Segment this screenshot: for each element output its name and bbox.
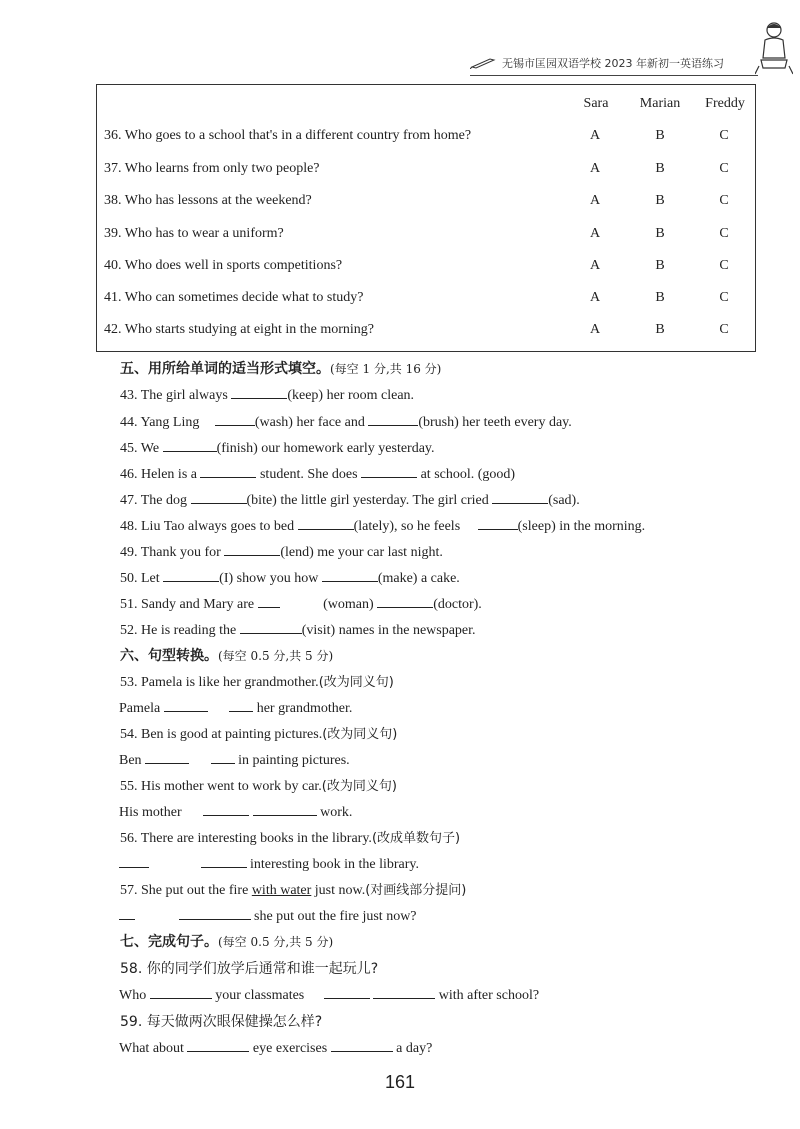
pen-icon [470, 57, 496, 69]
answer-54: Ben in painting pictures. [119, 749, 350, 769]
answer-blank[interactable] [187, 1037, 249, 1052]
answer-blank[interactable] [478, 515, 518, 530]
option-c: C [719, 226, 729, 241]
answer-blank[interactable] [119, 853, 149, 868]
question-44: 44. Yang Ling (wash) her face and (brush) her teeth every day. [120, 411, 572, 431]
question-53: 53. Pamela is like her grandmother.(改为同义句) [120, 675, 394, 690]
option-c: C [719, 258, 729, 273]
answer-blank[interactable] [322, 567, 378, 582]
option-b: B [655, 226, 665, 241]
question-51: 51. Sandy and Mary are (woman) (doctor). [120, 593, 482, 613]
answer-blank[interactable] [298, 515, 354, 530]
question-46: 46. Helen is a student. She does at school. (good) [120, 463, 515, 483]
table-row [104, 290, 754, 312]
section-6-note: (每空 0.5 分,共 5 分) [218, 649, 334, 663]
option-a: A [589, 258, 601, 273]
answer-blank[interactable] [145, 749, 189, 764]
header-title: 无锡市匡园双语学校 2023 年新初一英语练习 [502, 57, 724, 70]
answer-blank[interactable] [373, 984, 435, 999]
column-header-freddy: Freddy [705, 96, 745, 111]
table-row [104, 128, 754, 150]
answer-blank[interactable] [179, 905, 251, 920]
answer-blank[interactable] [368, 411, 418, 426]
section-5-note: (每空 1 分,共 16 分) [330, 362, 442, 376]
answer-56: interesting book in the library. [119, 853, 419, 873]
answer-blank[interactable] [150, 984, 212, 999]
answer-blank[interactable] [361, 463, 417, 478]
answer-blank[interactable] [163, 567, 219, 582]
answer-blank[interactable] [163, 437, 217, 452]
answer-blank[interactable] [215, 411, 255, 426]
answer-57: she put out the fire just now? [119, 905, 417, 925]
answer-blank[interactable] [201, 853, 247, 868]
answer-blank[interactable] [331, 1037, 393, 1052]
section-5-title: 五、用所给单词的适当形式填空。(每空 1 分,共 16 分) [120, 361, 442, 377]
option-b: B [655, 258, 665, 273]
answer-blank[interactable] [253, 801, 317, 816]
option-a: A [589, 322, 601, 337]
column-header-marian: Marian [639, 96, 681, 111]
answer-blank[interactable] [231, 384, 287, 399]
question-59: 59. 每天做两次眼保健操怎么样? [120, 1014, 323, 1030]
option-b: B [655, 128, 665, 143]
section-7-note: (每空 0.5 分,共 5 分) [218, 935, 334, 949]
table-row [104, 258, 754, 280]
question-47: 47. The dog (bite) the little girl yesterday. The girl cried (sad). [120, 489, 580, 509]
question-48: 48. Liu Tao always goes to bed (lately), so he feels (sleep) in the morning. [120, 515, 645, 535]
answer-58: Who your classmates with after school? [119, 984, 539, 1004]
option-c: C [719, 322, 729, 337]
answer-blank[interactable] [211, 749, 235, 764]
question-text: 40. Who does well in sports competitions? [104, 258, 343, 273]
answer-blank[interactable] [492, 489, 548, 504]
question-54: 54. Ben is good at painting pictures.(改为同义句) [120, 727, 398, 742]
table-row [104, 322, 754, 344]
answer-blank[interactable] [200, 463, 256, 478]
option-c: C [719, 290, 729, 305]
answer-blank[interactable] [229, 697, 253, 712]
answer-blank[interactable] [258, 593, 280, 608]
option-c: C [719, 161, 729, 176]
question-58: 58. 你的同学们放学后通常和谁一起玩儿? [120, 961, 379, 977]
question-43: 43. The girl always (keep) her room clean. [120, 384, 414, 404]
question-50: 50. Let (I) show you how (make) a cake. [120, 567, 460, 587]
option-b: B [655, 193, 665, 208]
answer-53: Pamela her grandmother. [119, 697, 352, 717]
question-56: 56. There are interesting books in the library.(改成单数句子) [120, 831, 461, 846]
question-57: 57. She put out the fire with water just now.(对画线部分提问) [120, 883, 467, 898]
table-row [104, 161, 754, 183]
question-text: 37. Who learns from only two people? [104, 161, 320, 176]
answer-blank[interactable] [224, 541, 280, 556]
answer-blank[interactable] [240, 619, 302, 634]
underlined-phrase: with water [251, 883, 312, 898]
option-a: A [589, 128, 601, 143]
answer-59: What about eye exercises a day? [119, 1037, 432, 1057]
option-b: B [655, 290, 665, 305]
option-a: A [589, 193, 601, 208]
question-52: 52. He is reading the (visit) names in the newspaper. [120, 619, 476, 639]
question-text: 38. Who has lessons at the weekend? [104, 193, 312, 208]
answer-blank[interactable] [119, 905, 135, 920]
answer-blank[interactable] [324, 984, 370, 999]
answer-blank[interactable] [191, 489, 247, 504]
option-a: A [589, 290, 601, 305]
answer-blank[interactable] [203, 801, 249, 816]
question-text: 41. Who can sometimes decide what to study? [104, 290, 364, 305]
question-45: 45. We (finish) our homework early yesterday. [120, 437, 435, 457]
page-header [470, 52, 750, 74]
question-text: 42. Who starts studying at eight in the morning? [104, 322, 374, 337]
option-a: A [589, 161, 601, 176]
answer-blank[interactable] [164, 697, 208, 712]
option-c: C [719, 128, 729, 143]
column-header-sara: Sara [583, 96, 609, 111]
option-b: B [655, 161, 665, 176]
question-49: 49. Thank you for (lend) me your car last night. [120, 541, 443, 561]
table-row [104, 226, 754, 248]
question-text: 39. Who has to wear a uniform? [104, 226, 284, 241]
section-7-title: 七、完成句子。(每空 0.5 分,共 5 分) [120, 934, 334, 950]
answer-blank[interactable] [377, 593, 433, 608]
table-row [104, 193, 754, 215]
answer-55: His mother work. [119, 801, 352, 821]
option-a: A [589, 226, 601, 241]
header-rule [470, 75, 758, 76]
question-text: 36. Who goes to a school that's in a different country from home? [104, 128, 472, 143]
option-b: B [655, 322, 665, 337]
student-cartoon-icon [755, 20, 793, 76]
section-6-title: 六、句型转换。(每空 0.5 分,共 5 分) [120, 648, 334, 664]
page-number: 161 [384, 1072, 416, 1092]
option-c: C [719, 193, 729, 208]
question-55: 55. His mother went to work by car.(改为同义句) [120, 779, 397, 794]
